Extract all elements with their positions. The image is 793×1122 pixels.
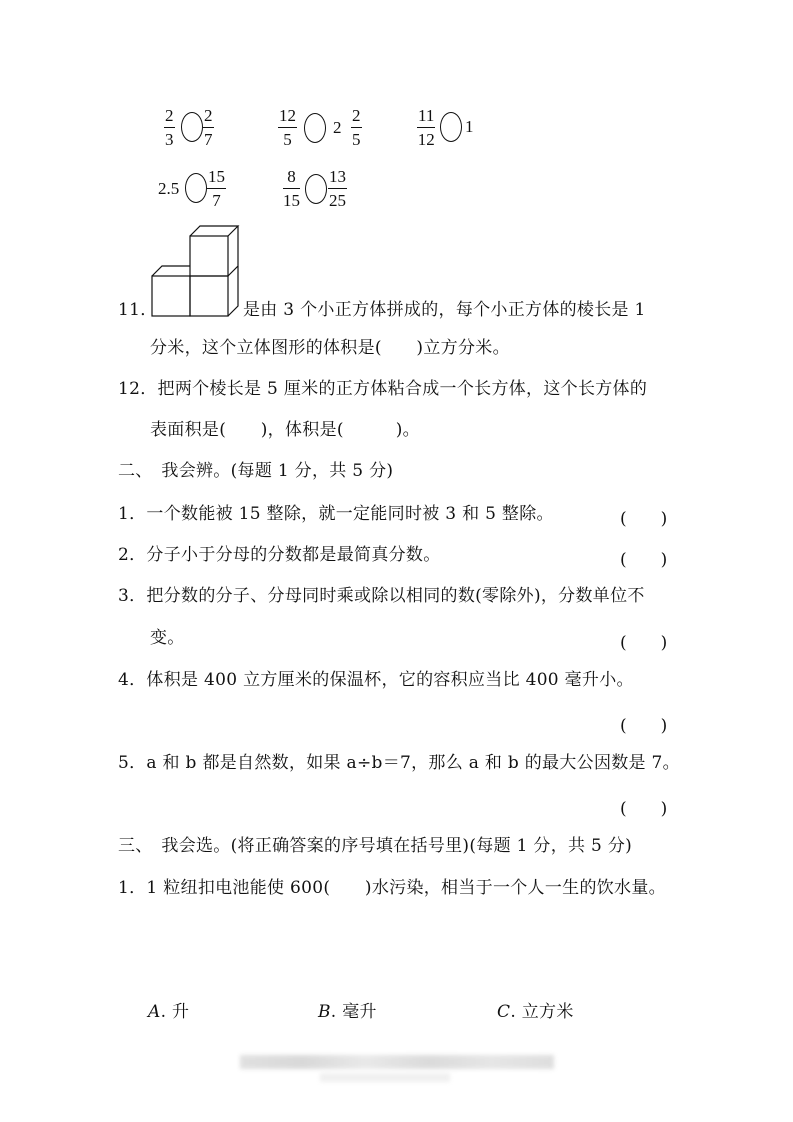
s2-item3-text: 3．把分数的分子、分母同时乘或除以相同的数(零除外)，分数单位不 <box>118 586 645 606</box>
option-a-label: 升 <box>172 1002 190 1022</box>
option-b-sep: . <box>330 1002 337 1022</box>
mixed-whole: 2 <box>333 118 342 137</box>
s2-item2-answer-paren[interactable]: ( ) <box>620 550 668 570</box>
fraction-two-fifths: 2 5 <box>352 106 361 149</box>
compare-oval[interactable] <box>185 173 207 203</box>
s2-item1-answer-paren[interactable]: ( ) <box>620 509 668 529</box>
option-a-letter: A <box>148 1002 161 1022</box>
q11-line2: 分米，这个立体图形的体积是( )立方分米。 <box>150 338 510 358</box>
blurred-footer-watermark <box>240 1055 554 1069</box>
s2-item1-text: 1．一个数能被 15 整除，就一定能同时被 3 和 5 整除。 <box>118 504 554 524</box>
fraction-eleven-twelfths: 11 12 <box>417 106 435 149</box>
s2-item4-text: 4．体积是 400 立方厘米的保温杯，它的容积应当比 400 毫升小。 <box>118 670 634 690</box>
fraction-thirteen-twentyfifths: 13 25 <box>329 167 346 210</box>
whole-one: 1 <box>465 117 474 136</box>
fraction-fifteen-sevenths: 15 7 <box>208 167 225 210</box>
s2-item3-answer-paren[interactable]: ( ) <box>620 633 668 653</box>
fraction-twelve-fifths: 12 5 <box>279 106 296 149</box>
section2-title: 二、 我会辨。(每题 1 分，共 5 分) <box>118 461 394 481</box>
three-cube-figure <box>148 224 244 320</box>
fraction-eight-fifteenths: 8 15 <box>283 167 300 210</box>
compare-oval[interactable] <box>304 113 326 143</box>
fraction-two-thirds: 2 3 <box>165 106 174 149</box>
option-c-letter: C <box>497 1002 511 1022</box>
section3-title: 三、 我会选。(将正确答案的序号填在括号里)(每题 1 分，共 5 分) <box>118 836 633 856</box>
option-a[interactable] <box>148 1000 189 1024</box>
compare-oval[interactable] <box>305 174 327 204</box>
q12-line2: 表面积是( )，体积是( )。 <box>150 420 420 440</box>
q12-line1: 12．把两个棱长是 5 厘米的正方体粘合成一个长方体，这个长方体的 <box>118 379 648 399</box>
option-b-letter: B <box>318 1002 331 1022</box>
s2-item3-cont: 变。 <box>150 628 185 648</box>
s2-item5-text: 5．a 和 b 都是自然数，如果 a÷b＝7，那么 a 和 b 的最大公因数是 7。 <box>118 753 680 773</box>
q11-line1: 是由 3 个小正方体拼成的，每个小正方体的棱长是 1 <box>243 300 646 320</box>
compare-oval[interactable] <box>181 112 203 142</box>
s3-q1-text: 1．1 粒纽扣电池能使 600( )水污染，相当于一个人一生的饮水量。 <box>118 878 666 898</box>
option-c-sep: . <box>510 1002 517 1022</box>
s2-item4-answer-paren[interactable]: ( ) <box>620 716 668 736</box>
option-b[interactable] <box>318 1000 377 1024</box>
compare-oval[interactable] <box>440 112 462 142</box>
blurred-footer-watermark-sub <box>320 1073 450 1082</box>
q11-number: 11． <box>118 300 158 320</box>
s2-item2-text: 2．分子小于分母的分数都是最简真分数。 <box>118 545 441 565</box>
fraction-two-sevenths: 2 7 <box>204 106 213 149</box>
s2-item5-answer-paren[interactable]: ( ) <box>620 799 668 819</box>
decimal-value: 2.5 <box>158 179 180 198</box>
option-c-label: 立方米 <box>521 1002 574 1022</box>
option-c[interactable] <box>497 1000 574 1024</box>
option-b-label: 毫升 <box>342 1002 377 1022</box>
option-a-sep: . <box>160 1002 167 1022</box>
